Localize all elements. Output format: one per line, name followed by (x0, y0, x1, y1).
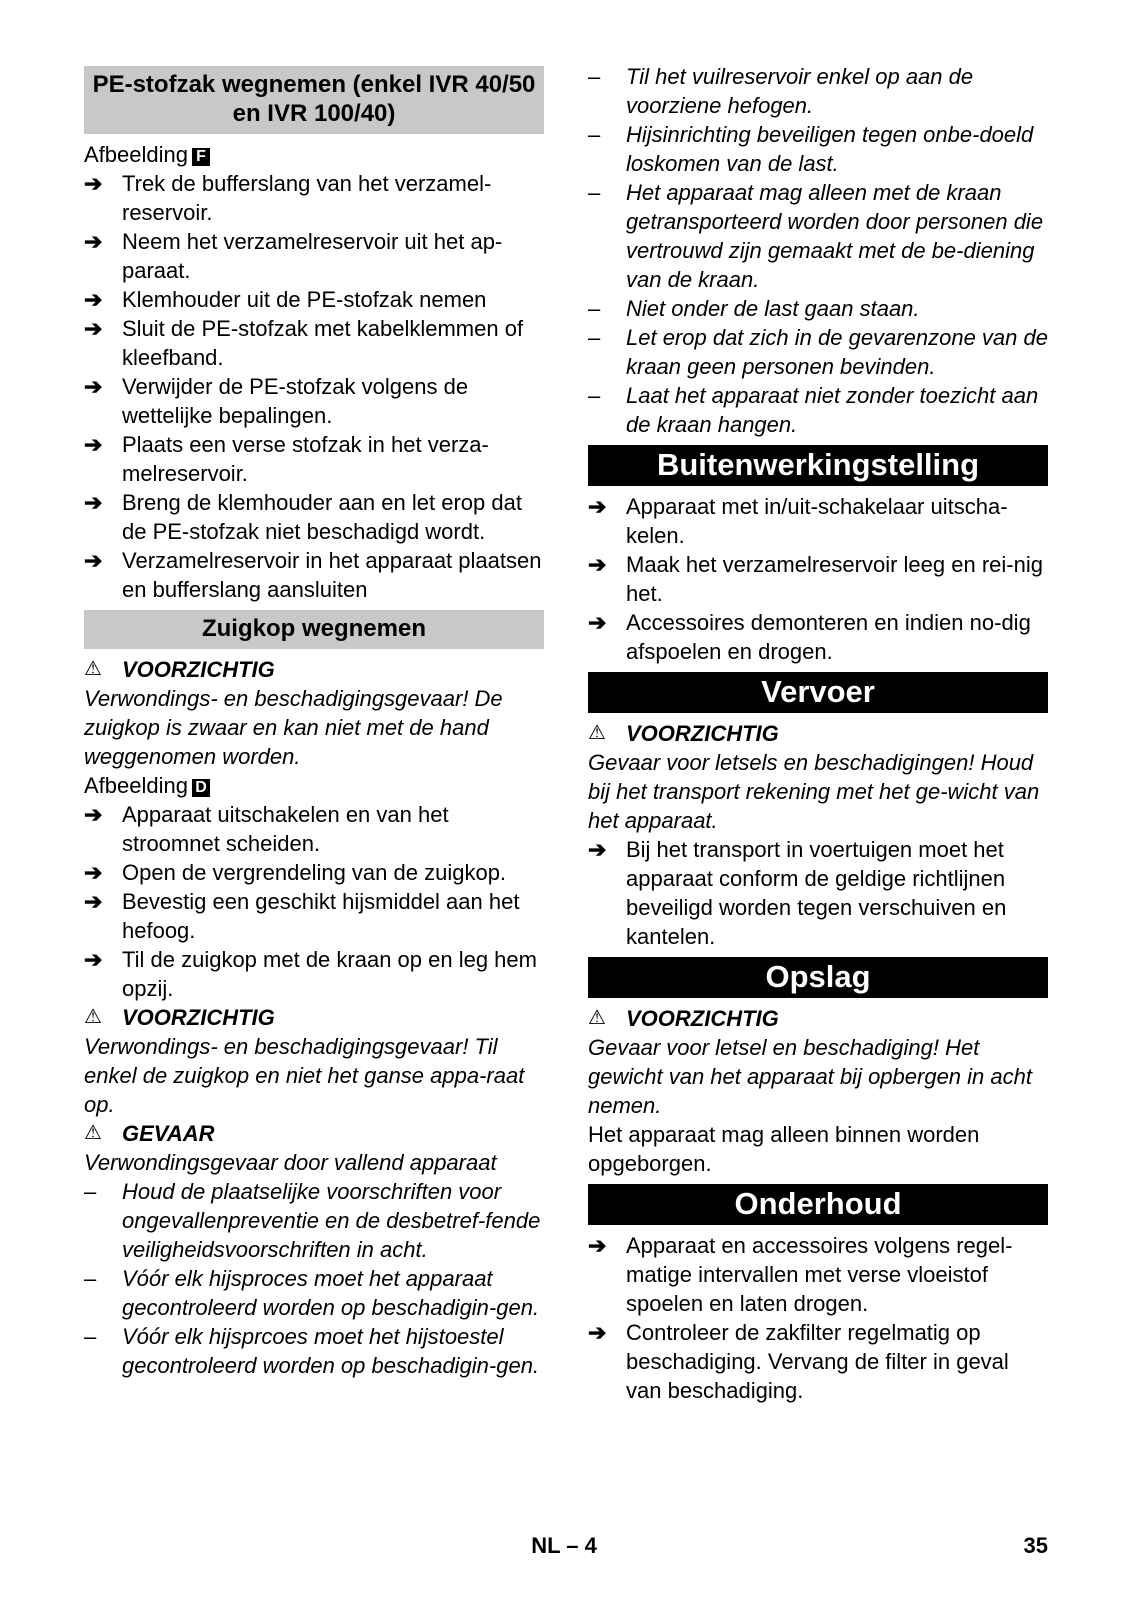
figure-letter-box: F (192, 148, 210, 166)
dash-item: – Houd de plaatselijke voorschriften voor ongevallenpreventie en de desbetref-fende veiligheidsvoorschriften in acht. (84, 1179, 541, 1262)
section-heading-opslag: Opslag (588, 957, 1048, 998)
dash-item: – Til het vuilreservoir enkel op aan de voorziene hefogen. (588, 64, 974, 118)
danger-text: Verwondingsgevaar door vallend apparaat (84, 1150, 497, 1175)
arrow-icon: ➔ (588, 610, 607, 635)
dash-marker: – (84, 1324, 97, 1349)
arrow-icon: ➔ (84, 171, 103, 196)
figure-label: Afbeelding (84, 773, 188, 798)
dash-item: – Laat het apparaat niet zonder toezicht aan de kraan hangen. (588, 383, 1039, 437)
dash-item: – Het apparaat mag alleen met de kraan getransporteerd worden door personen die vertrouwd zijn gemaakt met de be-diening van de kraan. (588, 180, 1044, 292)
step-item: ➔ Accessoires demonteren en indien no-dig afspoelen en drogen. (588, 610, 1031, 664)
section-heading-zuigkop: Zuigkop wegnemen (84, 610, 544, 649)
caution-heading: ⚠ VOORZICHTIG (84, 1005, 275, 1030)
arrow-icon: ➔ (84, 287, 103, 312)
arrow-icon: ➔ (588, 1320, 607, 1345)
figure-reference-f (84, 140, 544, 169)
footer-language-page: NL – 4 (531, 1533, 597, 1558)
step-item: ➔ Verzamelreservoir in het apparaat plaatsen en bufferslang aansluiten (84, 548, 542, 602)
arrow-icon: ➔ (84, 490, 103, 515)
step-item: ➔ Plaats een verse stofzak in het verza-melreservoir. (84, 432, 489, 486)
arrow-icon: ➔ (84, 374, 103, 399)
step-item: ➔ Klemhouder uit de PE-stofzak nemen (84, 287, 487, 312)
dash-item: – Vóór elk hijsproces moet het apparaat gecontroleerd worden op beschadigin-gen. (84, 1266, 540, 1320)
arrow-icon: ➔ (588, 837, 607, 862)
step-item: ➔ Bij het transport in voertuigen moet het apparaat conform de geldige richtlijnen beveiligd worden tegen verschuiven en kantelen. (588, 837, 1007, 949)
step-item: ➔ Apparaat met in/uit-schakelaar uitscha-kelen. (588, 494, 1008, 548)
caution-text: Verwondings- en beschadigingsgevaar! Til enkel de zuigkop en niet het ganse appa-raat op. (84, 1034, 525, 1117)
arrow-icon: ➔ (84, 548, 103, 573)
arrow-icon: ➔ (84, 947, 103, 972)
caution-text: Gevaar voor letsel en beschadiging! Het gewicht van het apparaat bij opbergen in acht nemen. (588, 1035, 1032, 1118)
dash-item: – Let erop dat zich in de gevarenzone van de kraan geen personen bevinden. (588, 325, 1048, 379)
arrow-icon: ➔ (84, 860, 103, 885)
body-text: Het apparaat mag alleen binnen worden opgeborgen. (588, 1122, 980, 1176)
dash-marker: – (588, 64, 601, 89)
section-heading-buitenwerkingstelling: Buitenwerkingstelling (588, 445, 1048, 486)
dash-marker: – (588, 122, 601, 147)
arrow-icon: ➔ (84, 889, 103, 914)
dash-marker: – (588, 296, 601, 321)
step-item: ➔ Bevestig een geschikt hijsmiddel aan het hefoog. (84, 889, 520, 943)
dash-marker: – (588, 325, 601, 350)
caution-text: Gevaar voor letsels en beschadigingen! Houd bij het transport rekening met het ge-wicht van het apparaat. (588, 750, 1040, 833)
dash-item: – Vóór elk hijsprcoes moet het hijstoestel gecontroleerd worden op beschadigin-gen. (84, 1324, 540, 1378)
danger-heading: ⚠ GEVAAR (84, 1121, 215, 1146)
section-heading-pe-stofzak: PE-stofzak wegnemen (enkel IVR 40/50 en IVR 100/40) (84, 66, 544, 134)
step-item: ➔ Til de zuigkop met de kraan op en leg hem opzij. (84, 947, 537, 1001)
dash-marker: – (588, 383, 601, 408)
arrow-icon: ➔ (84, 802, 103, 827)
section-heading-onderhoud: Onderhoud (588, 1184, 1048, 1225)
warning-triangle-icon: ⚠ (84, 658, 102, 680)
step-item: ➔ Verwijder de PE-stofzak volgens de wettelijke bepalingen. (84, 374, 469, 428)
caution-text: Verwondings- en beschadigingsgevaar! De zuigkop is zwaar en kan niet met de hand weggenomen worden. (84, 686, 503, 769)
arrow-icon: ➔ (84, 316, 103, 341)
arrow-icon: ➔ (84, 229, 103, 254)
arrow-icon: ➔ (84, 432, 103, 457)
figure-label: Afbeelding (84, 142, 188, 167)
step-item: ➔ Breng de klemhouder aan en let erop dat de PE-stofzak niet beschadigd wordt. (84, 490, 522, 544)
step-item: ➔ Open de vergrendeling van de zuigkop. (84, 860, 507, 885)
figure-reference-d (84, 771, 544, 800)
warning-triangle-icon: ⚠ (588, 1007, 606, 1029)
warning-triangle-icon: ⚠ (84, 1006, 102, 1028)
left-column (84, 66, 544, 1380)
step-item: ➔ Sluit de PE-stofzak met kabelklemmen of kleefband. (84, 316, 524, 370)
arrow-icon: ➔ (588, 552, 607, 577)
step-item: ➔ Apparaat en accessoires volgens regel-matige intervallen met verse vloeistof spoelen en laten drogen. (588, 1233, 1013, 1316)
warning-triangle-icon: ⚠ (588, 722, 606, 744)
step-item: ➔ Maak het verzamelreservoir leeg en rei-nig het. (588, 552, 1043, 606)
arrow-icon: ➔ (588, 1233, 607, 1258)
dash-item: – Hijsinrichting beveiligen tegen onbe-doeld loskomen van de last. (588, 122, 1034, 176)
step-item: ➔ Trek de bufferslang van het verzamel-reservoir. (84, 171, 492, 225)
dash-marker: – (84, 1179, 97, 1204)
caution-heading: ⚠ VOORZICHTIG (84, 657, 275, 682)
section-heading-vervoer: Vervoer (588, 672, 1048, 713)
dash-marker: – (588, 180, 601, 205)
warning-triangle-icon: ⚠ (84, 1122, 102, 1144)
dash-marker: – (84, 1266, 97, 1291)
figure-letter-box: D (192, 779, 210, 797)
caution-heading: ⚠ VOORZICHTIG (588, 1006, 779, 1031)
right-column (588, 62, 1048, 1405)
page-number: 35 (1023, 1533, 1048, 1558)
dash-item: – Niet onder de last gaan staan. (588, 296, 920, 321)
arrow-icon: ➔ (588, 494, 607, 519)
step-item: ➔ Apparaat uitschakelen en van het stroomnet scheiden. (84, 802, 449, 856)
step-item: ➔ Neem het verzamelreservoir uit het ap-paraat. (84, 229, 503, 283)
step-item: ➔ Controleer de zakfilter regelmatig op beschadiging. Vervang de filter in geval van beschadiging. (588, 1320, 1009, 1403)
caution-heading: ⚠ VOORZICHTIG (588, 721, 779, 746)
